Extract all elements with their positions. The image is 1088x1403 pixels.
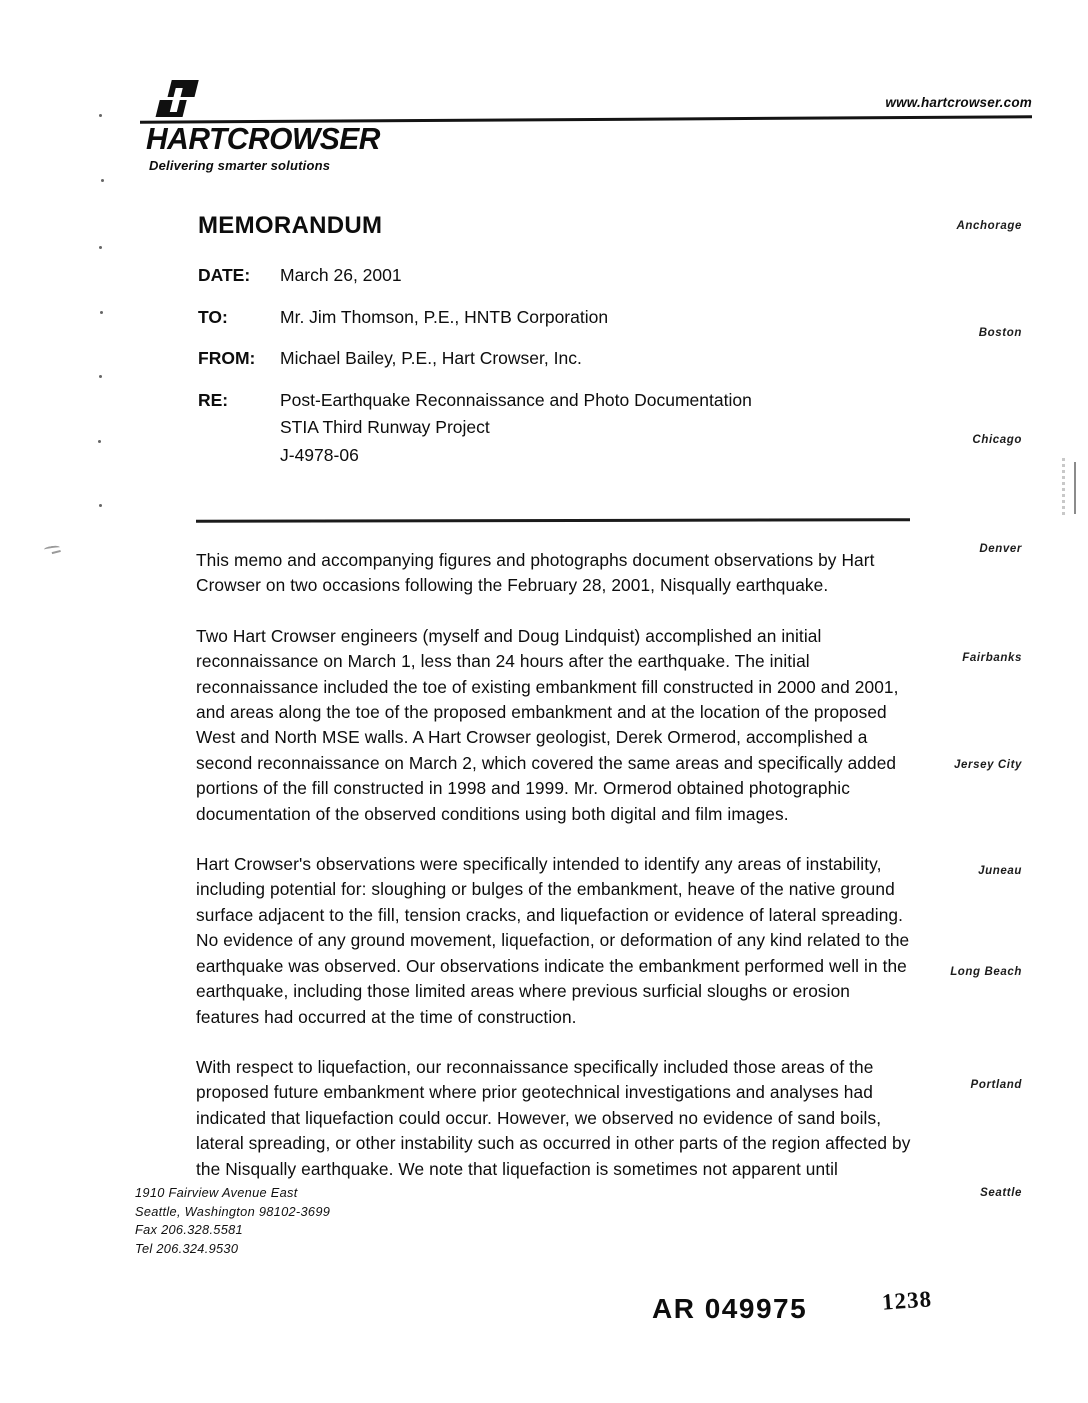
- re-line: Post-Earthquake Reconnaissance and Photo Documentation: [280, 389, 752, 410]
- paragraph: This memo and accompanying figures and photographs document observations by Hart Crowser on two occasions following the February 28, 2001, Nisqually earthquake.: [196, 550, 875, 596]
- office-portland: Portland: [970, 1079, 1022, 1091]
- hartcrowser-logo-icon: [152, 79, 206, 126]
- office-boston: Boston: [978, 327, 1022, 339]
- address-line: 1910 Fairview Avenue East: [135, 1185, 298, 1200]
- paragraph: With respect to liquefaction, our reconnaissance specifically included those areas of the proposed future embankment where prior geotechnical investigations and analyses had indicated that liquefaction could occur. However, we observed no evidence of sand boils, lateral spreading, or other instability such as occurred in other parts of the region affected by the Nisqually earthquake. We note that liquefaction is sometimes not apparent until: [196, 1056, 911, 1179]
- scan-artifact-squiggle: [52, 550, 62, 556]
- office-long-beach: Long Beach: [950, 966, 1022, 978]
- scan-artifact-smudge: [1062, 458, 1065, 516]
- office-seattle: Seattle: [980, 1187, 1022, 1199]
- from-label: FROM:: [198, 348, 256, 368]
- company-address: [135, 1184, 330, 1258]
- re-line: STIA Third Runway Project: [280, 417, 490, 437]
- re-label: RE:: [198, 389, 229, 410]
- divider-rule: [196, 518, 910, 522]
- to-label: TO:: [198, 306, 228, 327]
- date-label: DATE:: [198, 265, 251, 285]
- scan-artifact-dot: [101, 179, 104, 182]
- paragraph: Two Hart Crowser engineers (myself and Doug Lindquist) accomplished an initial reconnaissance on March 1, less than 24 hours after the earthquake. The initial reconnaissance included the toe of existing embankment fill constructed in 2000 and 2001, and areas along the toe of the proposed embankment and at the location of the proposed West and North MSE walls. A Hart Crowser geologist, Derek Ormerod, accomplished a second reconnaissance on March 2, which covered the same areas and specifically added portions of the fill constructed in 1998 and 1999. Mr. Ormerod obtained photographic documentation of the observed conditions using both digital and film images.: [196, 625, 899, 824]
- memo-body: [196, 548, 918, 1207]
- field-date: [198, 265, 838, 286]
- memo-fields: [198, 265, 838, 493]
- scan-artifact-dot: [99, 504, 102, 507]
- address-line: Seattle, Washington 98102-3699: [135, 1203, 331, 1219]
- office-denver: Denver: [979, 543, 1022, 555]
- address-line: Fax 206.328.5581: [135, 1222, 243, 1238]
- scan-artifact-dot: [99, 375, 102, 378]
- company-tagline: Delivering smarter solutions: [149, 158, 331, 173]
- ar-document-stamp: AR 049975: [652, 1293, 808, 1324]
- paragraph: Hart Crowser's observations were specifically intended to identify any areas of instability, including potential for: sloughing or bulges of the embankment, heave of the native ground surface adjacent to the fill, tension cracks, and liquefaction or evidence of lateral spreading. No evidence of any ground movement, liquefaction, or deformation of any kind related to the earthquake was observed. Our observations indicate the embankment performed well in the earthquake, including those limited areas where previous surficial sloughs or erosion features had occurred at the time of construction.: [196, 854, 910, 1027]
- company-wordmark: HARTCROWSER: [146, 122, 380, 157]
- scan-artifact-dot: [99, 114, 102, 117]
- office-anchorage: Anchorage: [956, 220, 1022, 232]
- address-line: Tel 206.324.9530: [135, 1240, 239, 1256]
- scan-artifact-dot: [100, 311, 103, 314]
- office-juneau: Juneau: [978, 865, 1022, 877]
- field-from: [198, 348, 838, 369]
- re-line: J-4978-06: [280, 444, 359, 465]
- website-url: www.hartcrowser.com: [885, 95, 1032, 110]
- from-value: Michael Bailey, P.E., Hart Crowser, Inc.: [280, 348, 582, 368]
- field-to: [198, 307, 838, 328]
- memo-title: MEMORANDUM: [198, 212, 383, 239]
- office-fairbanks: Fairbanks: [962, 652, 1022, 664]
- page-number-stamp: 1238: [881, 1286, 933, 1315]
- field-re: [198, 390, 838, 473]
- office-jersey-city: Jersey City: [954, 759, 1022, 771]
- re-value: [280, 390, 752, 473]
- scan-artifact-dot: [98, 440, 101, 443]
- scan-artifact-dot: [99, 246, 102, 249]
- office-chicago: Chicago: [972, 434, 1022, 446]
- date-value: March 26, 2001: [280, 265, 402, 285]
- scan-artifact-tick: [1074, 462, 1076, 514]
- to-value: Mr. Jim Thomson, P.E., HNTB Corporation: [280, 306, 609, 327]
